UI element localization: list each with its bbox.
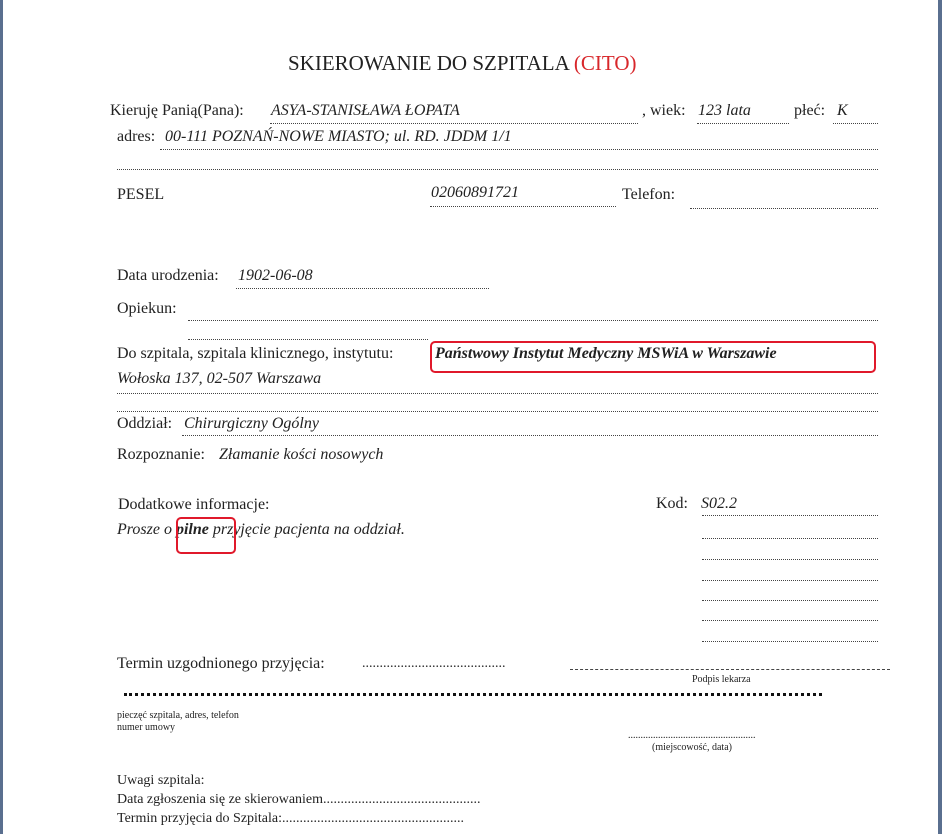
guardian-dots-2: [188, 339, 428, 340]
term-dots: .........................................: [362, 656, 506, 671]
diagnosis-text: Złamanie kości nosowych: [219, 446, 384, 463]
birth-dots: [236, 288, 489, 289]
hospital-address: Wołoska 137, 02-507 Warszawa: [117, 370, 322, 387]
patient-sex: K: [837, 102, 848, 119]
label-age: , wiek:: [642, 102, 686, 119]
patient-birth: 1902-06-08: [238, 267, 313, 284]
window-frame-right: [938, 0, 942, 834]
code-dots-1: [702, 515, 878, 516]
additional-text-before: Prosze o: [117, 521, 172, 538]
highlight-hospital-name: [430, 341, 876, 373]
doctor-signature-label: Podpis lekarza: [692, 674, 751, 685]
place-date-label: (miejscowość, data): [652, 742, 732, 753]
sex-dots: [833, 123, 878, 124]
code-dots-6: [702, 620, 878, 621]
additional-text: [117, 521, 405, 539]
additional-text-after: przyjęcie pacjenta na oddział.: [212, 521, 405, 538]
guardian-dots: [188, 320, 878, 321]
label-code: Kod:: [656, 495, 688, 512]
code-dots-3: [702, 559, 878, 560]
patient-pesel: 02060891721: [431, 184, 519, 201]
notes-line-2: Termin przyjęcia do Szpitala:....................................................: [117, 811, 465, 826]
stamp-line-2: numer umowy: [117, 722, 176, 733]
notes-label: Uwagi szpitala:: [117, 773, 205, 788]
label-name: Kieruję Panią(Pana):: [110, 102, 244, 119]
code-dots-5: [702, 600, 878, 601]
hospital-dots: [117, 393, 878, 394]
label-guardian: Opiekun:: [117, 300, 177, 317]
label-birth: Data urodzenia:: [117, 267, 219, 284]
code-dots-7: [702, 641, 878, 642]
label-sex: płeć:: [794, 102, 826, 119]
ward-dots: [182, 435, 878, 436]
label-phone: Telefon:: [622, 186, 676, 203]
label-diagnosis: Rozpoznanie:: [117, 446, 205, 463]
title-cito: (CITO): [573, 51, 637, 75]
hospital-ward: Chirurgiczny Ogólny: [184, 415, 319, 432]
pesel-dots: [430, 206, 616, 207]
stamp-line-1: pieczęć szpitala, adres, telefon: [117, 710, 239, 721]
label-pesel: PESEL: [117, 186, 165, 203]
stamp-separator: [124, 693, 822, 696]
title-main: SKIEROWANIE DO SZPITALA: [288, 51, 569, 75]
label-additional: Dodatkowe informacje:: [118, 496, 270, 513]
highlight-urgent: [176, 517, 236, 554]
patient-name: ASYA-STANISŁAWA ŁOPATA: [271, 102, 460, 119]
age-dots: [697, 123, 789, 124]
additional-text-bold: pilne: [175, 521, 209, 538]
hospital-name: Państwowy Instytut Medyczny MSWiA w Warszawie: [435, 345, 777, 362]
document-title: [288, 51, 637, 76]
label-term: Termin uzgodnionego przyjęcia:: [117, 655, 325, 672]
patient-age: 123 lata: [698, 102, 751, 119]
code-dots-4: [702, 580, 878, 581]
diagnosis-code: S02.2: [701, 495, 737, 512]
code-dots-2: [702, 538, 878, 539]
label-address: adres:: [117, 128, 156, 145]
place-date-dots: ...................................................: [628, 730, 756, 741]
address-dots-2: [117, 169, 878, 170]
label-ward: Oddział:: [117, 415, 173, 432]
name-dots: [270, 123, 638, 124]
doctor-signature-line: [570, 669, 890, 670]
label-hospital: Do szpitala, szpitala klinicznego, instytutu:: [117, 345, 394, 362]
window-frame-left: [0, 0, 3, 834]
address-dots: [160, 149, 878, 150]
phone-dots: [690, 208, 878, 209]
notes-line-1: Data zgłoszenia się ze skierowaniem.............................................: [117, 792, 481, 807]
patient-address: 00-111 POZNAŃ-NOWE MIASTO; ul. RD. JDDM 1/1: [165, 128, 512, 145]
hospital-dots-2: [117, 411, 878, 412]
